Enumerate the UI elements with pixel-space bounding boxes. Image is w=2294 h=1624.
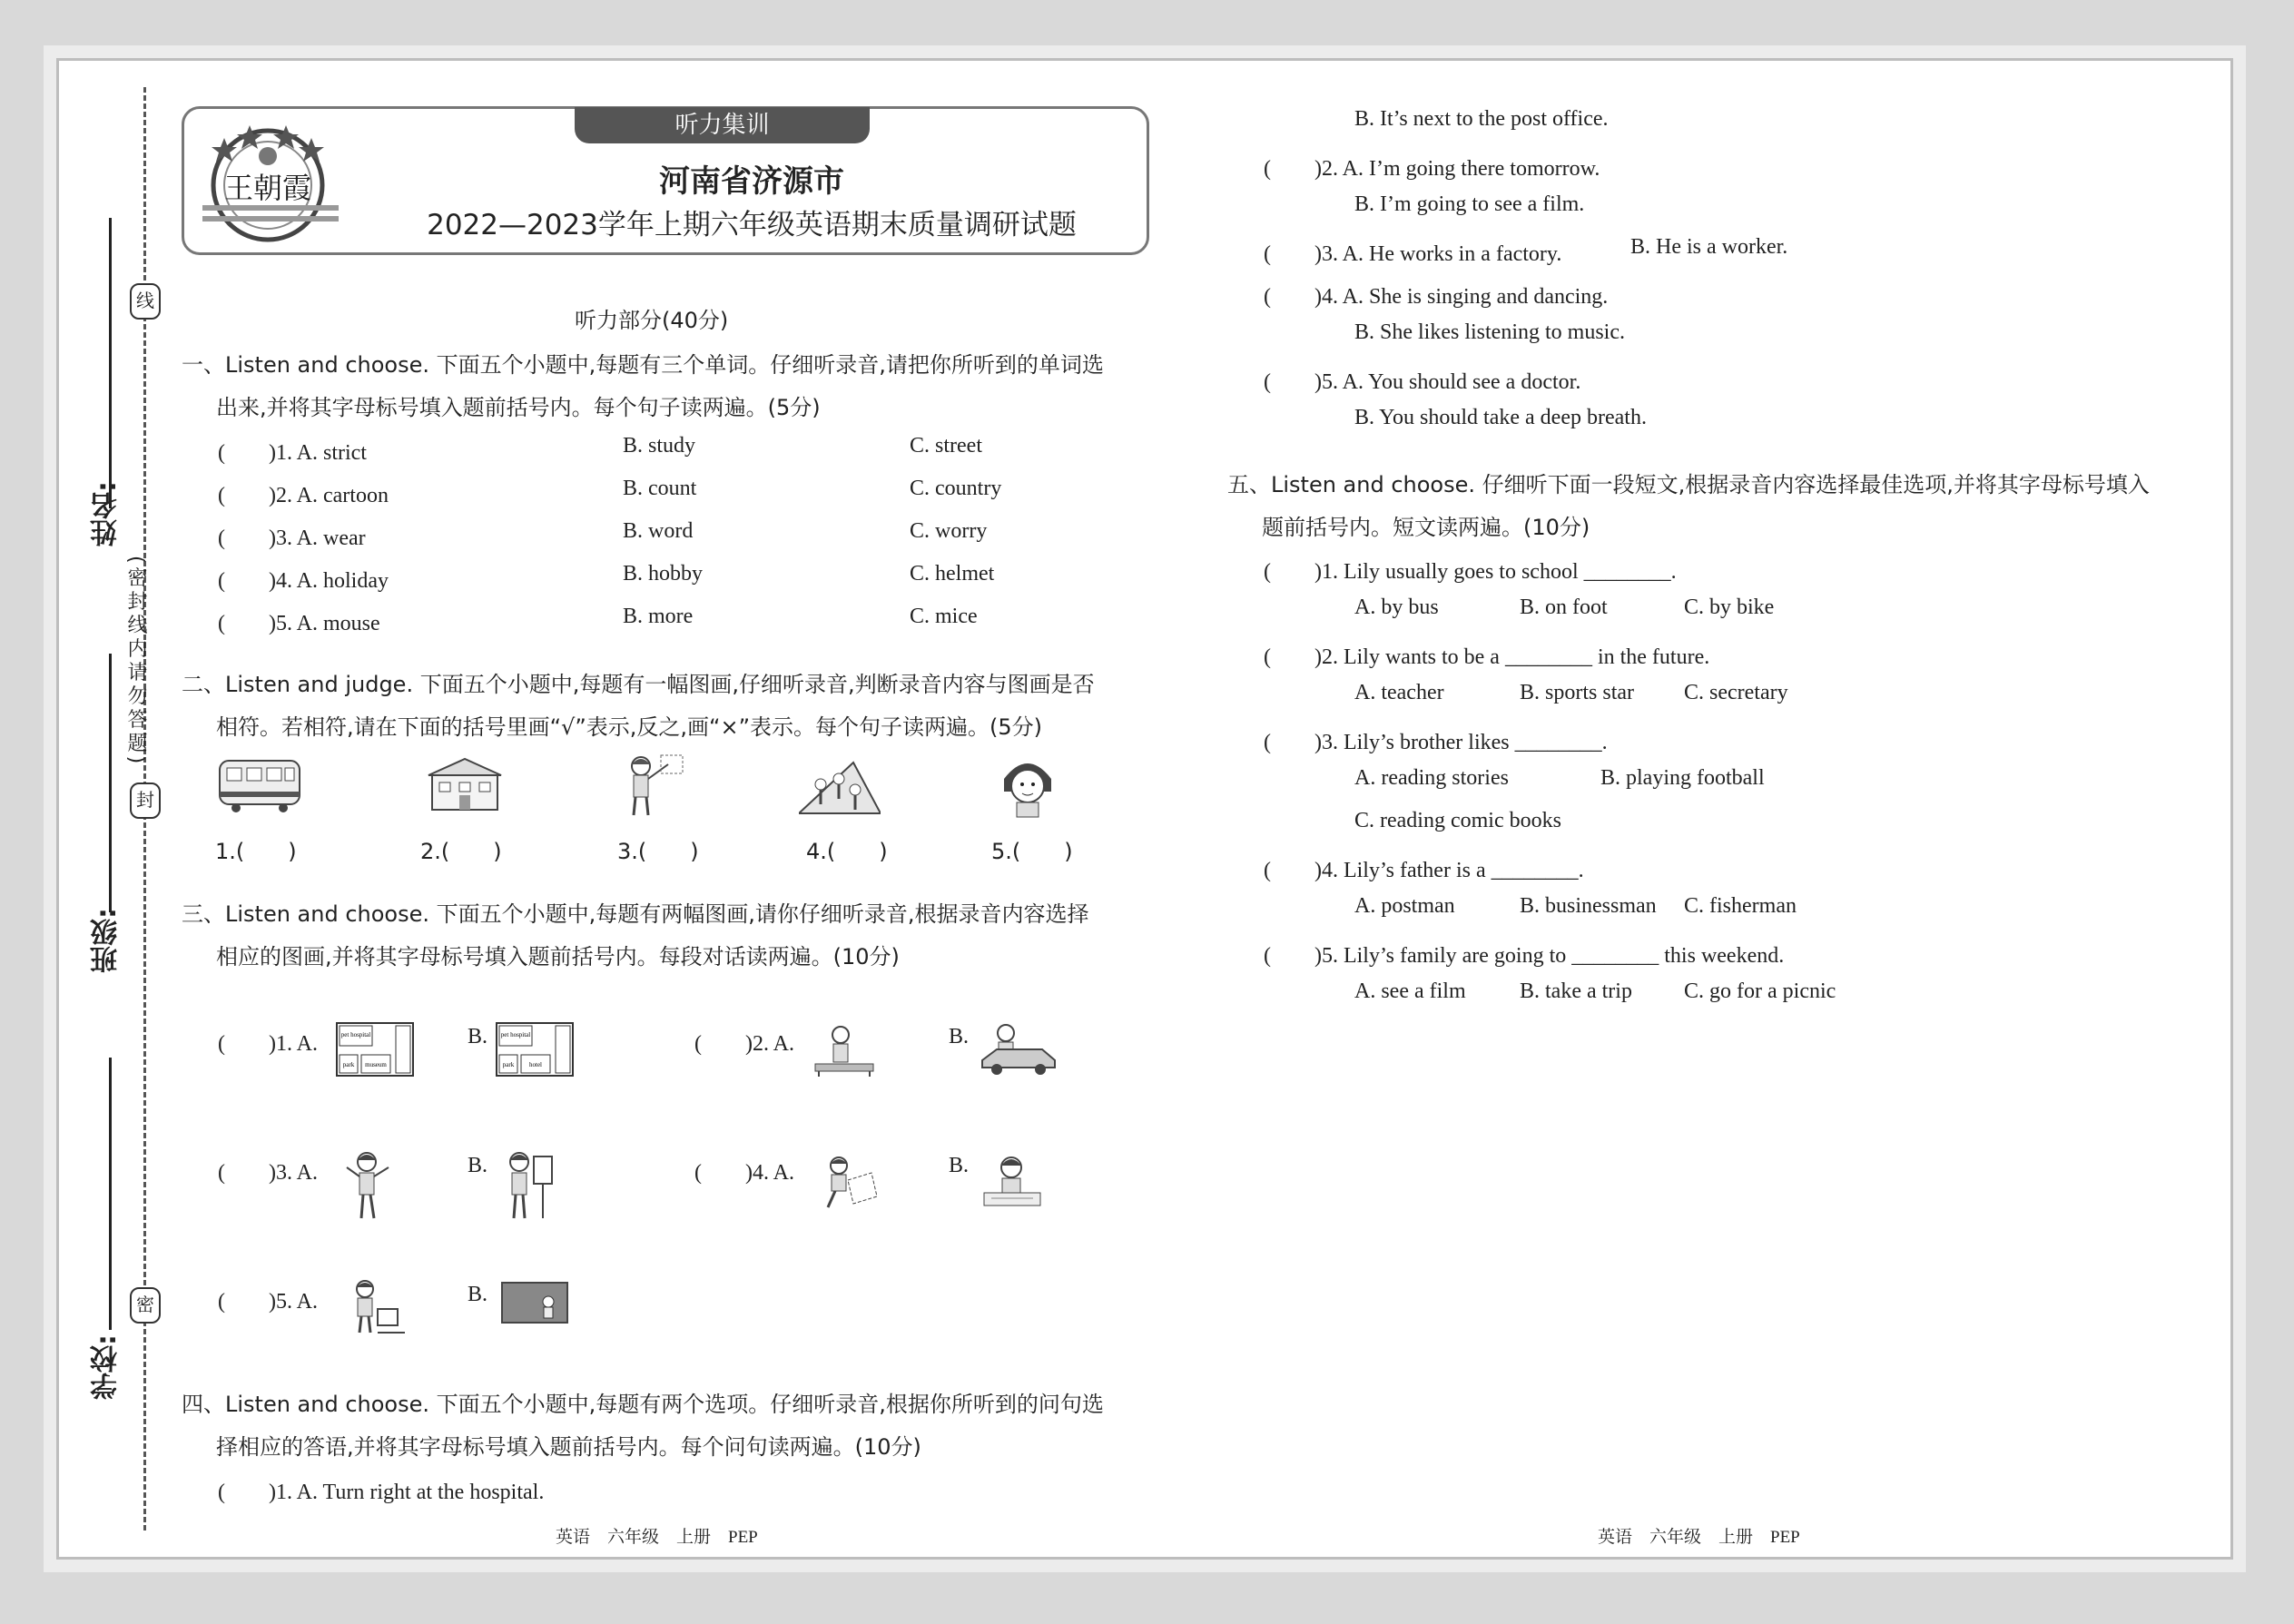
s5-q2-c: C. secretary [1684, 681, 1788, 704]
section3-instruction-line1: 三、Listen and choose. 下面五个小题中,每题有两幅图画,请你仔细听录音,根据录音内容选择 [182, 901, 1089, 927]
s3-q2-b: B. [949, 1025, 970, 1048]
s3-q1-b: B. [468, 1025, 488, 1048]
s1-q5: ( )5. A. mouse [218, 612, 380, 635]
section1-instruction-line2: 出来,并将其字母标号填入题前括号内。每个句子读两遍。(5分) [216, 395, 821, 420]
train-picture-icon [214, 753, 305, 815]
section1-instruction-line1: 一、Listen and choose. 下面五个小题中,每题有三个单词。仔细听录音,请把你所听到的单词选 [182, 352, 1104, 378]
map-a-picture-icon [336, 1022, 414, 1077]
s1-q3-c: C. worry [910, 519, 988, 543]
teacher-at-blackboard-picture-icon [501, 1282, 568, 1324]
svg-text:王朝霞: 王朝霞 [223, 171, 312, 205]
s5-q4-c: C. fisherman [1684, 894, 1797, 918]
s5-q3-b: B. playing football [1600, 766, 1765, 790]
school-label: 学校: [91, 1334, 123, 1400]
s5-q3: ( )3. Lily’s brother likes ________. [1264, 731, 1608, 754]
s3-q1: ( )1. A. [218, 1032, 318, 1056]
s1-q1-b: B. study [623, 434, 696, 458]
s1-q2-b: B. count [623, 477, 697, 500]
svg-text:park: park [502, 1061, 515, 1068]
s4-q4-b: B. She likes listening to music. [1354, 320, 1625, 344]
exam-title: 2022—2023学年上期六年级英语期末质量调研试题 [427, 209, 1077, 241]
margin-mark-feng: 封 [130, 782, 161, 819]
s1-q2: ( )2. A. cartoon [218, 484, 389, 507]
s2-answer-1[interactable]: 1.( ) [215, 839, 297, 864]
section5-instruction-line1: 五、Listen and choose. 仔细听下面一段短文,根据录音内容选择最佳选项,并将其字母标号填入 [1227, 472, 2150, 497]
s5-q4-a: A. postman [1354, 894, 1455, 918]
s5-q2-b: B. sports star [1520, 681, 1634, 704]
s2-answer-2[interactable]: 2.( ) [420, 839, 502, 864]
boy-in-car-picture-icon [979, 1020, 1057, 1077]
girl-dancing-picture-icon [341, 1149, 396, 1222]
svg-text:pet hospital: pet hospital [340, 1031, 371, 1038]
s1-q4-b: B. hobby [623, 562, 704, 586]
section2-instruction-line1: 二、Listen and judge. 下面五个小题中,每题有一幅图画,仔细听录音,判断录音内容与图画是否 [182, 672, 1095, 697]
map-b-picture-icon [496, 1022, 574, 1077]
section2-instruction-line2: 相符。若相符,请在下面的括号里画“√”表示,反之,画“×”表示。每个句子读两遍。(5分) [216, 714, 1043, 740]
s2-answer-3[interactable]: 3.( ) [617, 839, 699, 864]
s1-q5-c: C. mice [910, 605, 978, 628]
s3-q5: ( )5. A. [218, 1290, 318, 1314]
part-title: 听力部分(40分) [575, 308, 729, 333]
margin-mark-xian: 线 [130, 283, 161, 320]
s4-q2: ( )2. A. I’m going there tomorrow. [1264, 157, 1600, 181]
s4-q2-b: B. I’m going to see a film. [1354, 192, 1585, 216]
svg-text:pet hospital: pet hospital [500, 1031, 531, 1038]
svg-text:hotel: hotel [529, 1061, 542, 1068]
s3-q4-b: B. [949, 1154, 970, 1177]
s5-q2: ( )2. Lily wants to be a ________ in the future. [1264, 645, 1710, 669]
sealing-notice: (密封线内请勿答题) [124, 556, 147, 768]
building-picture-icon [419, 753, 510, 815]
exam-header [182, 106, 1149, 255]
girl-face-picture-icon [995, 752, 1060, 819]
s4-q5: ( )5. A. You should see a doctor. [1264, 370, 1581, 394]
s5-q5-b: B. take a trip [1520, 979, 1632, 1003]
s1-q3-b: B. word [623, 519, 694, 543]
s1-q1-c: C. street [910, 434, 982, 458]
boy-writing-picture-icon [979, 1153, 1046, 1211]
s3-q3: ( )3. A. [218, 1161, 318, 1185]
s5-q4-b: B. businessman [1520, 894, 1657, 918]
s4-q5-b: B. You should take a deep breath. [1354, 406, 1647, 429]
s2-answer-5[interactable]: 5.( ) [991, 839, 1073, 864]
s1-q4: ( )4. A. holiday [218, 569, 389, 593]
girl-at-desk-picture-icon [810, 1022, 879, 1078]
s4-q3: ( )3. A. He works in a factory. [1264, 242, 1562, 266]
s3-q4: ( )4. A. [694, 1161, 794, 1185]
section3-instruction-line2: 相应的图画,并将其字母标号填入题前括号内。每段对话读两遍。(10分) [216, 944, 900, 969]
s1-q2-c: C. country [910, 477, 1002, 500]
boy-reading-picture-icon [817, 1153, 881, 1213]
margin-mark-mi: 密 [130, 1287, 161, 1324]
svg-text:museum: museum [365, 1061, 387, 1068]
s4-q1-b: B. It’s next to the post office. [1354, 107, 1609, 131]
s4-q3-b: B. He is a worker. [1630, 235, 1788, 259]
s3-q3-b: B. [468, 1154, 488, 1177]
s5-q1: ( )1. Lily usually goes to school ________. [1264, 560, 1677, 584]
s5-q1-a: A. by bus [1354, 595, 1439, 619]
s5-q1-c: C. by bike [1684, 595, 1775, 619]
s1-q4-c: C. helmet [910, 562, 995, 586]
s5-q2-a: A. teacher [1354, 681, 1444, 704]
class-field[interactable] [109, 654, 112, 912]
s5-q1-b: B. on foot [1520, 595, 1608, 619]
section5-instruction-line2: 题前括号内。短文读两遍。(10分) [1262, 515, 1590, 540]
s5-q3-a: A. reading stories [1354, 766, 1509, 790]
s5-q4: ( )4. Lily’s father is a ________. [1264, 859, 1584, 882]
svg-text:park: park [342, 1061, 355, 1068]
s5-q3-c: C. reading comic books [1354, 809, 1561, 832]
header-tab: 听力集训 [575, 107, 870, 143]
exam-region-title: 河南省济源市 [659, 163, 844, 200]
name-label: 姓名: [91, 481, 123, 546]
s1-q3: ( )3. A. wear [218, 527, 366, 550]
girl-cooking-picture-icon [345, 1278, 407, 1334]
s2-answer-4[interactable]: 4.( ) [806, 839, 888, 864]
s1-q1: ( )1. A. strict [218, 441, 367, 465]
s5-q5-c: C. go for a picnic [1684, 979, 1836, 1003]
name-field[interactable] [109, 218, 112, 508]
girl-with-board-picture-icon [499, 1149, 556, 1222]
s4-q4: ( )4. A. She is singing and dancing. [1264, 285, 1609, 309]
s5-q5: ( )5. Lily’s family are going to ________ this weekend. [1264, 944, 1785, 968]
s3-q5-b: B. [468, 1283, 488, 1306]
s3-q2: ( )2. A. [694, 1032, 794, 1056]
class-label: 班级: [91, 908, 123, 973]
girl-painting-picture-icon [614, 752, 686, 819]
s4-q1: ( )1. A. Turn right at the hospital. [218, 1481, 545, 1504]
footer-left: 英语 六年级 上册 PEP [556, 1528, 758, 1547]
publisher-logo-icon [202, 118, 339, 245]
s5-q5-a: A. see a film [1354, 979, 1466, 1003]
section4-instruction-line2: 择相应的答语,并将其字母标号填入题前括号内。每个问句读两遍。(10分) [216, 1434, 921, 1460]
footer-right: 英语 六年级 上册 PEP [1598, 1528, 1800, 1547]
people-hiking-picture-icon [799, 753, 881, 817]
school-field[interactable] [109, 1058, 112, 1330]
section4-instruction-line1: 四、Listen and choose. 下面五个小题中,每题有两个选项。仔细听录音,根据你所听到的问句选 [182, 1392, 1104, 1417]
s1-q5-b: B. more [623, 605, 694, 628]
